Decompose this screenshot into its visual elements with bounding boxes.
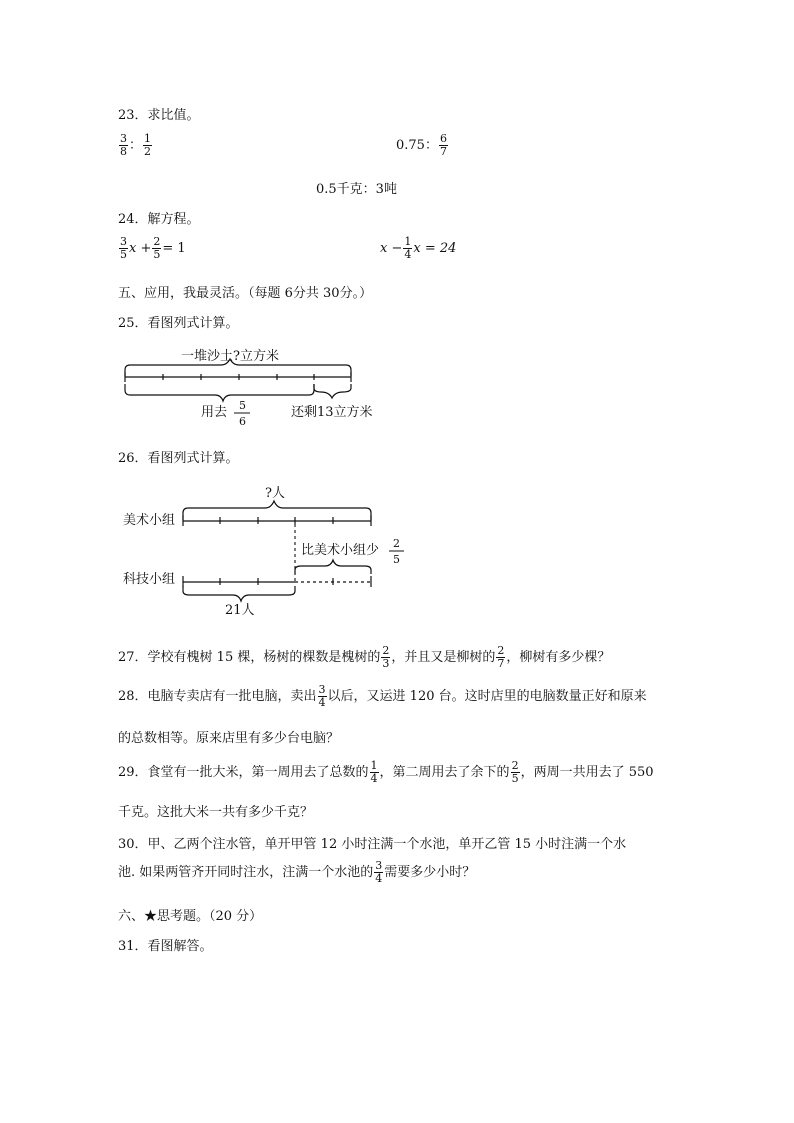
q31-title: 31．看图解答。 [118, 939, 213, 954]
compare-denominator: 5 [393, 553, 400, 566]
q30-line-1: 30．甲、乙两个注水管，单开甲管 12 小时注满一个水池，单开乙管 15 小时注满一个水 [118, 837, 627, 852]
q25-used-denominator: 6 [239, 415, 246, 428]
q28-line-1: 28．电脑专卖店有一批电脑，卖出 $\frac{3}{4}$ 以后，又运进 120 台。这时店里的电脑数量正好和原来 [118, 683, 647, 709]
q25-used-label: 用去 [201, 405, 228, 420]
q30-line-2: 池. 如果两管齐开同时注水，注满一个水池的 $\frac{3}{4}$ 需要多少小时？ [118, 859, 476, 885]
q29-line-2: 千克。这批大米一共有多少千克？ [118, 805, 314, 820]
bottom-label: 21人 [225, 603, 255, 618]
compare-brace [295, 560, 371, 574]
compare-label: 比美术小组少 [301, 543, 380, 558]
q25-top-label: 一堆沙土?立方米 [181, 349, 279, 364]
fraction: $\frac{1}{4}$ [370, 759, 378, 785]
section-6-heading: 六、★思考题。（20 分） [118, 909, 263, 924]
q25-rest-label: 还剩13立方米 [291, 405, 373, 420]
q24-title: 24．解方程。 [118, 212, 200, 227]
q23-expression-3: 0.5千克：3吨 [316, 182, 397, 197]
top-brace [183, 501, 371, 520]
fraction: $\frac{3}{4}$ [318, 683, 326, 709]
fraction: $\frac{3}{5}$ [120, 235, 127, 261]
rest-brace [314, 384, 351, 398]
section-5-heading: 五、应用，我最灵活。（每题 6分共 30分。） [118, 286, 373, 301]
fraction: $\frac{2}{3}$ [382, 644, 390, 670]
q26-diagram [115, 480, 415, 620]
fraction: $\frac{3}{4}$ [375, 859, 383, 885]
q23-title: 23．求比值。 [118, 108, 200, 123]
fraction: $\frac{3}{8}$ [120, 132, 127, 158]
q25-diagram [115, 340, 395, 435]
bottom-brace [183, 586, 295, 601]
compare-numerator: 2 [393, 537, 400, 550]
fraction: $\frac{6}{7}$ [439, 132, 447, 158]
used-brace [125, 384, 314, 401]
fraction: $\frac{1}{2}$ [144, 132, 152, 158]
q27-text: 27．学校有槐树 15 棵，杨树的棵数是槐树的 $\frac{2}{3}$ ，并且又是柳树的 $\frac{2}{7}$ ，柳树有多少棵？ [118, 644, 611, 670]
q26-top-label: ?人 [265, 486, 285, 501]
fraction: $\frac{2}{7}$ [497, 644, 505, 670]
fraction: $\frac{1}{4}$ [404, 235, 412, 261]
row1-label: 美术小组 [123, 513, 176, 528]
fraction: $\frac{2}{5}$ [153, 235, 161, 261]
q23-expression-2: 0.75： $\frac{6}{7}$ [396, 132, 447, 158]
q24-equation-1: $\frac{3}{5}$ x + $\frac{2}{5}$ = 1 [120, 235, 186, 261]
q26-title: 26．看图列式计算。 [118, 451, 239, 466]
row2-label: 科技小组 [123, 572, 176, 587]
q25-used-numerator: 5 [239, 399, 246, 412]
fraction: $\frac{2}{5}$ [511, 759, 519, 785]
q28-line-2: 的总数相等。原来店里有多少台电脑？ [118, 731, 340, 746]
q23-expression-1: $\frac{3}{8}$ ： $\frac{1}{2}$ [120, 132, 152, 158]
q24-equation-2: x − $\frac{1}{4}$ x = 24 [380, 235, 457, 261]
q25-title: 25．看图列式计算。 [118, 316, 239, 331]
q29-line-1: 29．食堂有一批大米，第一周用去了总数的 $\frac{1}{4}$ ，第二周用去了余下的 $\frac{2}{5}$ ，两周一共用去了 550 [118, 759, 654, 785]
